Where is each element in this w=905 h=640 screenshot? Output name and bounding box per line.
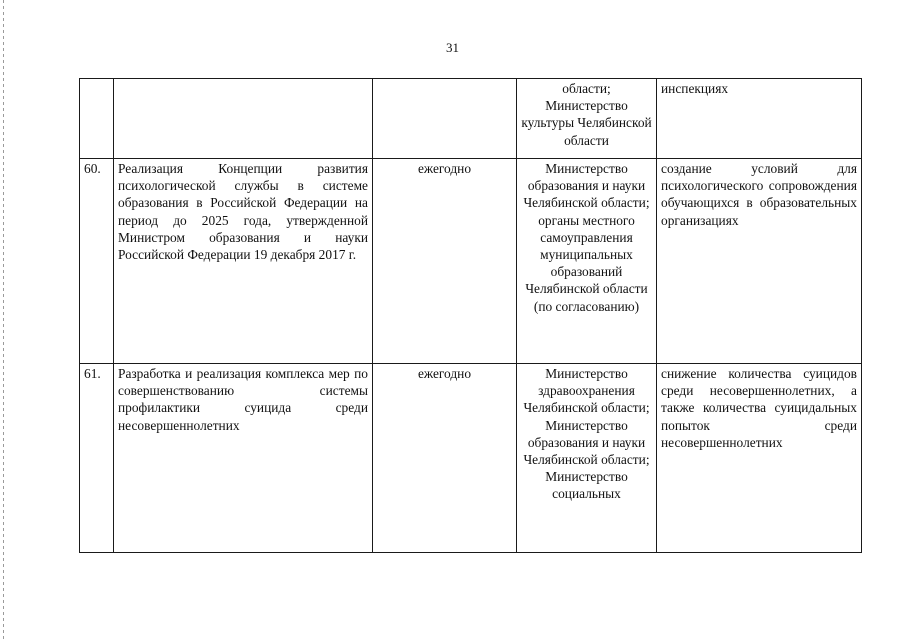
measure-cell bbox=[114, 79, 373, 159]
table-row-continued bbox=[80, 79, 862, 159]
row-number-cell bbox=[80, 79, 114, 159]
term-cell bbox=[373, 79, 517, 159]
row-number-cell: 61. bbox=[80, 364, 114, 553]
scan-edge-line bbox=[3, 0, 4, 640]
executors-cell: области; Министерство культуры Челябинской области bbox=[517, 79, 657, 159]
plan-table bbox=[79, 78, 862, 553]
measure-cell: Реализация Концепции развития психологической службы в системе образования в Российской Федерации на период до 2025 года, утвержденной Министром образования и науки Российской Федерации 19 декабря 2017 г. bbox=[114, 159, 373, 364]
table-row-60 bbox=[80, 159, 862, 364]
term-cell: ежегодно bbox=[373, 159, 517, 364]
result-cell: создание условий для психологического сопровождения обучающихся в образовательных организациях bbox=[657, 159, 862, 364]
result-cell: снижение количества суицидов среди несовершеннолетних, а также количества суицидальных попыток среди несовершеннолетних bbox=[657, 364, 862, 553]
executors-cell: Министерство образования и науки Челябинской области; органы местного самоуправления муниципальных образований Челябинской области (по согласованию) bbox=[517, 159, 657, 364]
result-cell: инспекциях bbox=[657, 79, 862, 159]
executors-cell: Министерство здравоохранения Челябинской области; Министерство образования и науки Челябинской области; Министерство социальных bbox=[517, 364, 657, 553]
table-row-61 bbox=[80, 364, 862, 553]
measure-cell: Разработка и реализация комплекса мер по совершенствованию системы профилактики суицида среди несовершеннолетних bbox=[114, 364, 373, 553]
row-number-cell: 60. bbox=[80, 159, 114, 364]
page-number: 31 bbox=[446, 40, 459, 55]
term-cell: ежегодно bbox=[373, 364, 517, 553]
